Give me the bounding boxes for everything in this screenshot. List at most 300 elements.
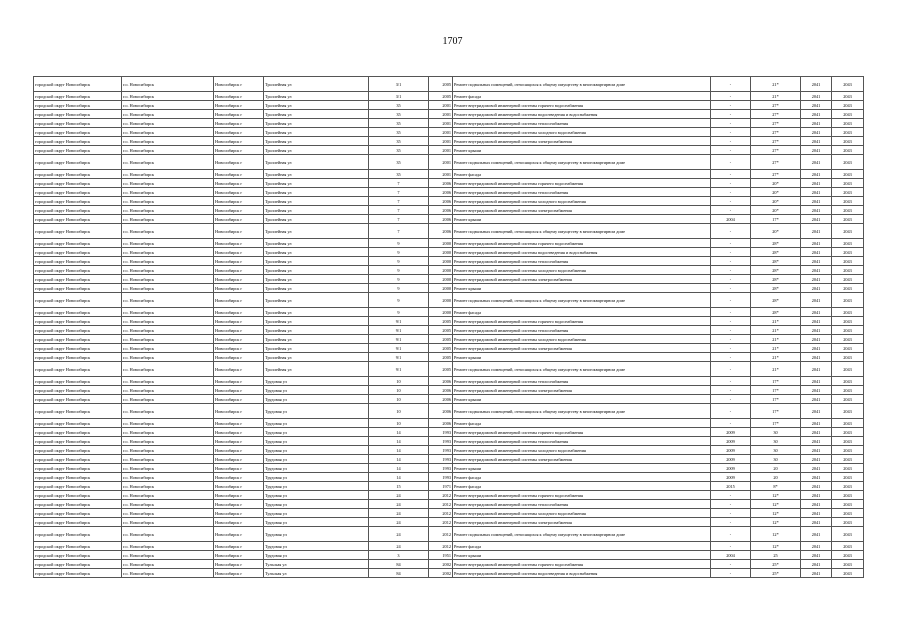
table-row [34,560,864,569]
locality-cell: Новосибирск г [214,155,264,170]
start-year-cell: 2041 [801,473,832,482]
work-type-cell: Ремонт внутридомовой инженерной системы холодного водоснабжения [453,128,711,137]
street-cell: Трудовая ул [264,473,369,482]
district-cell: городской округ Новосибирск [34,257,122,266]
district-cell: городской округ Новосибирск [34,77,122,92]
start-year-cell: 2041 [801,386,832,395]
year-cell: 2006 [429,197,453,206]
street-cell: Трудовая ул [264,491,369,500]
house-cell: 14 [369,437,429,446]
work-type-cell: Ремонт внутридомовой инженерной системы холодного водоснабжения [453,509,711,518]
number-cell: 21* [751,362,801,377]
district-cell: городской округ Новосибирск [34,560,122,569]
number-cell: 12* [751,491,801,500]
locality-cell: Новосибирск г [214,473,264,482]
work-type-cell: Ремонт внутридомовой инженерной системы электроснабжения [453,275,711,284]
end-year-cell: 2043 [832,317,864,326]
house-cell: 7 [369,224,429,239]
house-cell: 14 [369,464,429,473]
house-cell: 9 [369,293,429,308]
number-cell: 27* [751,155,801,170]
planned-year-cell: - [711,146,751,155]
table-row [34,542,864,551]
start-year-cell: 2041 [801,377,832,386]
street-cell: Трудовая ул [264,404,369,419]
work-type-cell: Ремонт подвальных помещений, относящихся к общему имуществу в многоквартирном доме [453,155,711,170]
city-cell: г.о. Новосибирск [122,224,214,239]
start-year-cell: 2041 [801,308,832,317]
table-row [34,266,864,275]
work-type-cell: Ремонт внутридомовой инженерной системы электроснабжения [453,386,711,395]
locality-cell: Новосибирск г [214,344,264,353]
locality-cell: Новосибирск г [214,275,264,284]
city-cell: г.о. Новосибирск [122,215,214,224]
end-year-cell: 2043 [832,128,864,137]
locality-cell: Новосибирск г [214,257,264,266]
start-year-cell: 2041 [801,239,832,248]
number-cell: 21* [751,335,801,344]
planned-year-cell: - [711,170,751,179]
table-row [34,224,864,239]
year-cell: 2001 [429,170,453,179]
city-cell: г.о. Новосибирск [122,395,214,404]
house-cell: 9 [369,257,429,266]
table-row [34,377,864,386]
table-row [34,179,864,188]
district-cell: городской округ Новосибирск [34,437,122,446]
work-type-cell: Ремонт внутридомовой инженерной системы горячего водоснабжения [453,560,711,569]
planned-year-cell: - [711,293,751,308]
house-cell: 24 [369,527,429,542]
city-cell: г.о. Новосибирск [122,446,214,455]
locality-cell: Новосибирск г [214,170,264,179]
district-cell: городской округ Новосибирск [34,482,122,491]
end-year-cell: 2043 [832,404,864,419]
work-type-cell: Ремонт внутридомовой инженерной системы теплоснабжения [453,326,711,335]
number-cell: 12* [751,527,801,542]
street-cell: Троллейная ул [264,92,369,101]
table-row [34,362,864,377]
locality-cell: Новосибирск г [214,137,264,146]
street-cell: Троллейная ул [264,308,369,317]
planned-year-cell: 2009 [711,473,751,482]
planned-year-cell: - [711,248,751,257]
district-cell: городской округ Новосибирск [34,455,122,464]
locality-cell: Новосибирск г [214,128,264,137]
house-cell: 9 [369,275,429,284]
planned-year-cell: - [711,239,751,248]
end-year-cell: 2043 [832,527,864,542]
planned-year-cell: - [711,284,751,293]
end-year-cell: 2043 [832,308,864,317]
district-cell: городской округ Новосибирск [34,224,122,239]
district-cell: городской округ Новосибирск [34,542,122,551]
end-year-cell: 2043 [832,491,864,500]
year-cell: 2012 [429,491,453,500]
start-year-cell: 2041 [801,362,832,377]
number-cell: 20 [751,473,801,482]
year-cell: 2012 [429,518,453,527]
end-year-cell: 2043 [832,446,864,455]
planned-year-cell: 2009 [711,446,751,455]
year-cell: 2006 [429,179,453,188]
district-cell: городской округ Новосибирск [34,386,122,395]
end-year-cell: 2043 [832,509,864,518]
planned-year-cell: - [711,491,751,500]
number-cell: 21* [751,344,801,353]
start-year-cell: 2041 [801,197,832,206]
year-cell: 2012 [429,500,453,509]
table-row [34,482,864,491]
number-cell: 21* [751,92,801,101]
year-cell: 2001 [429,110,453,119]
end-year-cell: 2043 [832,560,864,569]
number-cell: 27* [751,170,801,179]
planned-year-cell: - [711,404,751,419]
table-row [34,527,864,542]
city-cell: г.о. Новосибирск [122,92,214,101]
year-cell: 2000 [429,257,453,266]
city-cell: г.о. Новосибирск [122,317,214,326]
year-cell: 2012 [429,509,453,518]
city-cell: г.о. Новосибирск [122,464,214,473]
number-cell: 20* [751,179,801,188]
district-cell: городской округ Новосибирск [34,317,122,326]
work-type-cell: Ремонт фасада [453,542,711,551]
end-year-cell: 2043 [832,146,864,155]
planned-year-cell: 2009 [711,464,751,473]
work-type-cell: Ремонт фасада [453,482,711,491]
district-cell: городской округ Новосибирск [34,491,122,500]
locality-cell: Новосибирск г [214,92,264,101]
year-cell: 2006 [429,224,453,239]
city-cell: г.о. Новосибирск [122,344,214,353]
planned-year-cell: - [711,542,751,551]
table-row [34,518,864,527]
work-type-cell: Ремонт внутридомовой инженерной системы горячего водоснабжения [453,179,711,188]
end-year-cell: 2043 [832,293,864,308]
number-cell: 27* [751,119,801,128]
end-year-cell: 2043 [832,110,864,119]
district-cell: городской округ Новосибирск [34,197,122,206]
house-cell: 35 [369,128,429,137]
number-cell: 21* [751,317,801,326]
number-cell: 28* [751,266,801,275]
planned-year-cell: - [711,119,751,128]
start-year-cell: 2041 [801,248,832,257]
locality-cell: Новосибирск г [214,188,264,197]
planned-year-cell: 2009 [711,437,751,446]
number-cell: 28* [751,284,801,293]
start-year-cell: 2041 [801,128,832,137]
number-cell: 25* [751,560,801,569]
table-row [34,155,864,170]
start-year-cell: 2041 [801,284,832,293]
year-cell: 2006 [429,188,453,197]
table-row [34,551,864,560]
city-cell: г.о. Новосибирск [122,293,214,308]
start-year-cell: 2041 [801,353,832,362]
locality-cell: Новосибирск г [214,500,264,509]
locality-cell: Новосибирск г [214,509,264,518]
year-cell: 2006 [429,419,453,428]
start-year-cell: 2041 [801,224,832,239]
district-cell: городской округ Новосибирск [34,569,122,578]
number-cell: 27* [751,146,801,155]
number-cell: 12* [751,542,801,551]
work-type-cell: Ремонт внутридомовой инженерной системы электроснабжения [453,518,711,527]
work-type-cell: Ремонт внутридомовой инженерной системы горячего водоснабжения [453,317,711,326]
district-cell: городской округ Новосибирск [34,473,122,482]
table-row [34,428,864,437]
planned-year-cell: - [711,266,751,275]
house-cell: 24 [369,518,429,527]
table-row [34,455,864,464]
city-cell: г.о. Новосибирск [122,77,214,92]
table-row [34,188,864,197]
street-cell: Троллейная ул [264,137,369,146]
locality-cell: Новосибирск г [214,419,264,428]
house-cell: 35 [369,170,429,179]
end-year-cell: 2043 [832,137,864,146]
city-cell: г.о. Новосибирск [122,128,214,137]
house-cell: 24 [369,500,429,509]
end-year-cell: 2043 [832,428,864,437]
street-cell: Трудовая ул [264,551,369,560]
street-cell: Трудовая ул [264,527,369,542]
district-cell: городской округ Новосибирск [34,266,122,275]
city-cell: г.о. Новосибирск [122,110,214,119]
city-cell: г.о. Новосибирск [122,179,214,188]
end-year-cell: 2043 [832,257,864,266]
end-year-cell: 2043 [832,419,864,428]
street-cell: Троллейная ул [264,119,369,128]
city-cell: г.о. Новосибирск [122,353,214,362]
district-cell: городской округ Новосибирск [34,428,122,437]
work-type-cell: Ремонт внутридомовой инженерной системы теплоснабжения [453,500,711,509]
work-type-cell: Ремонт крыши [453,353,711,362]
number-cell: 17* [751,419,801,428]
start-year-cell: 2041 [801,335,832,344]
planned-year-cell: - [711,155,751,170]
district-cell: городской округ Новосибирск [34,377,122,386]
house-cell: 7 [369,197,429,206]
end-year-cell: 2043 [832,437,864,446]
number-cell: 27* [751,110,801,119]
city-cell: г.о. Новосибирск [122,335,214,344]
street-cell: Троллейная ул [264,335,369,344]
street-cell: Трудовая ул [264,482,369,491]
table-row [34,128,864,137]
table-row [34,284,864,293]
district-cell: городской округ Новосибирск [34,326,122,335]
house-cell: 7 [369,215,429,224]
district-cell: городской округ Новосибирск [34,170,122,179]
house-cell: 10 [369,395,429,404]
work-type-cell: Ремонт внутридомовой инженерной системы теплоснабжения [453,437,711,446]
end-year-cell: 2043 [832,215,864,224]
city-cell: г.о. Новосибирск [122,137,214,146]
city-cell: г.о. Новосибирск [122,491,214,500]
locality-cell: Новосибирск г [214,335,264,344]
district-cell: городской округ Новосибирск [34,395,122,404]
locality-cell: Новосибирск г [214,464,264,473]
city-cell: г.о. Новосибирск [122,308,214,317]
work-type-cell: Ремонт подвальных помещений, относящихся к общему имуществу в многоквартирном доме [453,527,711,542]
city-cell: г.о. Новосибирск [122,527,214,542]
year-cell: 2006 [429,395,453,404]
table-row [34,404,864,419]
locality-cell: Новосибирск г [214,542,264,551]
house-cell: 15 [369,482,429,491]
work-type-cell: Ремонт крыши [453,395,711,404]
district-cell: городской округ Новосибирск [34,404,122,419]
house-cell: 10 [369,377,429,386]
house-cell: 7 [369,188,429,197]
street-cell: Трудовая ул [264,455,369,464]
street-cell: Трудовая ул [264,377,369,386]
street-cell: Троллейная ул [264,215,369,224]
table-row [34,395,864,404]
planned-year-cell: - [711,344,751,353]
end-year-cell: 2043 [832,500,864,509]
street-cell: Троллейная ул [264,326,369,335]
street-cell: Троллейная ул [264,188,369,197]
city-cell: г.о. Новосибирск [122,248,214,257]
number-cell: 28* [751,257,801,266]
locality-cell: Новосибирск г [214,248,264,257]
number-cell: 30 [751,428,801,437]
locality-cell: Новосибирск г [214,266,264,275]
city-cell: г.о. Новосибирск [122,542,214,551]
table-row [34,308,864,317]
district-cell: городской округ Новосибирск [34,110,122,119]
end-year-cell: 2043 [832,386,864,395]
district-cell: городской округ Новосибирск [34,308,122,317]
locality-cell: Новосибирск г [214,377,264,386]
district-cell: городской округ Новосибирск [34,275,122,284]
city-cell: г.о. Новосибирск [122,386,214,395]
work-type-cell: Ремонт крыши [453,464,711,473]
work-type-cell: Ремонт внутридомовой инженерной системы горячего водоснабжения [453,101,711,110]
planned-year-cell: - [711,560,751,569]
locality-cell: Новосибирск г [214,146,264,155]
street-cell: Троллейная ул [264,146,369,155]
street-cell: Троллейная ул [264,197,369,206]
work-type-cell: Ремонт внутридомовой инженерной системы холодного водоснабжения [453,266,711,275]
number-cell: 21* [751,353,801,362]
city-cell: г.о. Новосибирск [122,551,214,560]
house-cell: 14 [369,428,429,437]
city-cell: г.о. Новосибирск [122,419,214,428]
end-year-cell: 2043 [832,266,864,275]
end-year-cell: 2043 [832,518,864,527]
locality-cell: Новосибирск г [214,455,264,464]
house-cell: 35 [369,119,429,128]
street-cell: Троллейная ул [264,344,369,353]
number-cell: 27* [751,101,801,110]
street-cell: Троллейная ул [264,266,369,275]
street-cell: Троллейная ул [264,293,369,308]
street-cell: Троллейная ул [264,128,369,137]
district-cell: городской округ Новосибирск [34,527,122,542]
number-cell: 17* [751,215,801,224]
work-type-cell: Ремонт подвальных помещений, относящихся к общему имуществу в многоквартирном доме [453,77,711,92]
end-year-cell: 2043 [832,206,864,215]
locality-cell: Новосибирск г [214,527,264,542]
table-row [34,137,864,146]
work-type-cell: Ремонт внутридомовой инженерной системы электроснабжения [453,344,711,353]
end-year-cell: 2043 [832,119,864,128]
locality-cell: Новосибирск г [214,239,264,248]
house-cell: 3/1 [369,92,429,101]
city-cell: г.о. Новосибирск [122,473,214,482]
house-cell: 9/1 [369,326,429,335]
locality-cell: Новосибирск г [214,224,264,239]
house-cell: 9/1 [369,353,429,362]
end-year-cell: 2043 [832,197,864,206]
house-cell: 10 [369,419,429,428]
table-row [34,509,864,518]
street-cell: Троллейная ул [264,170,369,179]
planned-year-cell: 2004 [711,215,751,224]
end-year-cell: 2043 [832,188,864,197]
street-cell: Трудовая ул [264,428,369,437]
planned-year-cell: - [711,101,751,110]
planned-year-cell: - [711,395,751,404]
street-cell: Трудовая ул [264,500,369,509]
street-cell: Троллейная ул [264,155,369,170]
number-cell: 12* [751,518,801,527]
year-cell: 1993 [429,464,453,473]
year-cell: 2006 [429,386,453,395]
end-year-cell: 2043 [832,101,864,110]
district-cell: городской округ Новосибирск [34,119,122,128]
work-type-cell: Ремонт внутридомовой инженерной системы электроснабжения [453,206,711,215]
house-cell: 10 [369,386,429,395]
street-cell: Трудовая ул [264,446,369,455]
city-cell: г.о. Новосибирск [122,275,214,284]
house-cell: 9/1 [369,335,429,344]
street-cell: Троллейная ул [264,206,369,215]
locality-cell: Новосибирск г [214,353,264,362]
planned-year-cell: - [711,335,751,344]
city-cell: г.о. Новосибирск [122,482,214,491]
house-cell: 7 [369,179,429,188]
start-year-cell: 2041 [801,344,832,353]
street-cell: Тульская ул [264,560,369,569]
planned-year-cell: - [711,500,751,509]
city-cell: г.о. Новосибирск [122,518,214,527]
house-cell: 24 [369,542,429,551]
work-type-cell: Ремонт крыши [453,284,711,293]
number-cell: 30 [751,446,801,455]
locality-cell: Новосибирск г [214,197,264,206]
year-cell: 2000 [429,266,453,275]
end-year-cell: 2043 [832,224,864,239]
table-row [34,464,864,473]
start-year-cell: 2041 [801,542,832,551]
locality-cell: Новосибирск г [214,395,264,404]
number-cell: 12* [751,500,801,509]
house-cell: 9 [369,284,429,293]
planned-year-cell: - [711,308,751,317]
city-cell: г.о. Новосибирск [122,119,214,128]
district-cell: городской округ Новосибирск [34,284,122,293]
capital-repair-table [33,76,864,578]
year-cell: 2005 [429,335,453,344]
table-row [34,491,864,500]
